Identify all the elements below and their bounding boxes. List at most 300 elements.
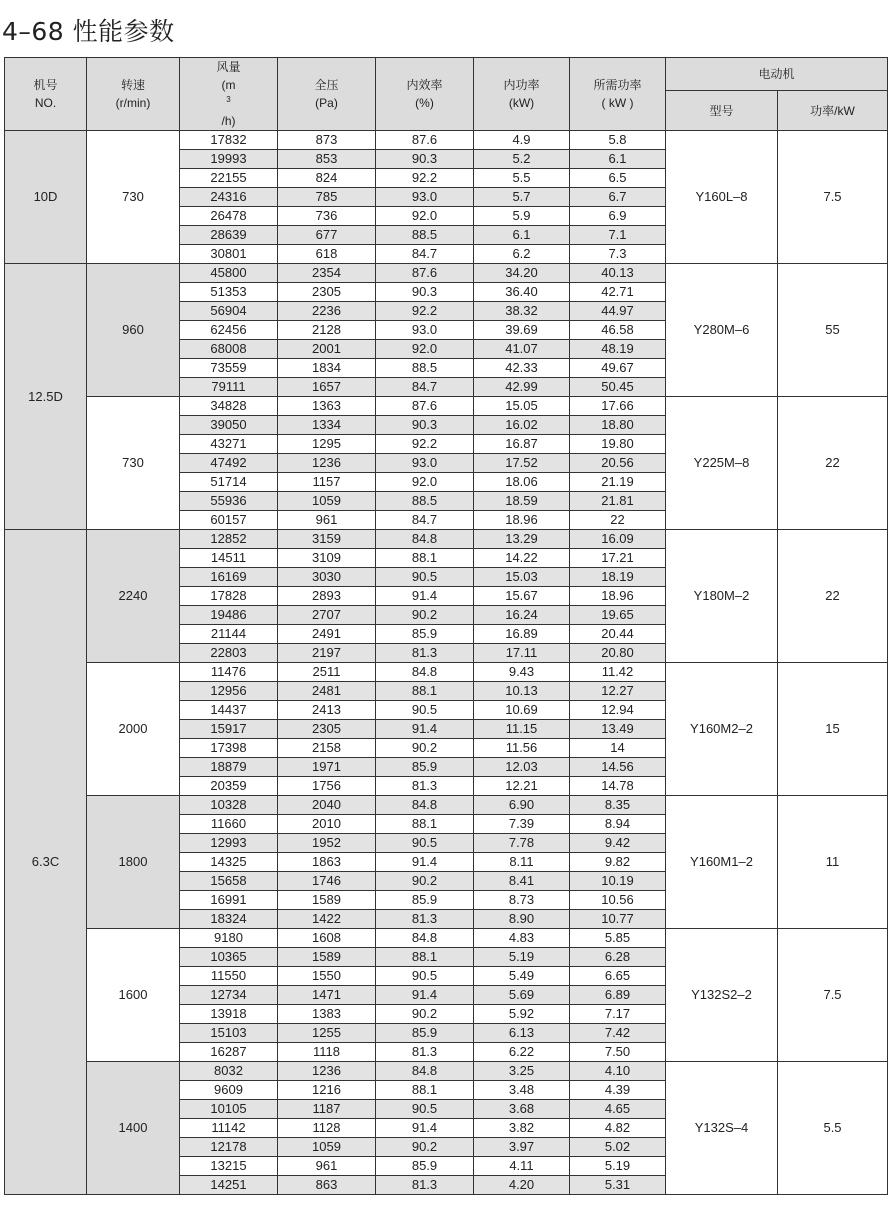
inner-power-cell: 18.06 — [474, 473, 570, 492]
pressure-cell: 1550 — [278, 967, 376, 986]
inner-power-cell: 41.07 — [474, 340, 570, 359]
flow-cell: 18879 — [180, 758, 278, 777]
inner-power-cell: 10.13 — [474, 682, 570, 701]
motor-power-cell: 11 — [778, 796, 888, 929]
inner-power-cell: 17.11 — [474, 644, 570, 663]
speed-cell: 2000 — [87, 663, 180, 796]
inner-power-cell: 8.90 — [474, 910, 570, 929]
pressure-cell: 1952 — [278, 834, 376, 853]
required-power-cell: 11.42 — [570, 663, 666, 682]
efficiency-cell: 81.3 — [376, 1176, 474, 1195]
flow-cell: 12734 — [180, 986, 278, 1005]
pressure-cell: 1295 — [278, 435, 376, 454]
motor-model-cell: Y160M2–2 — [666, 663, 778, 796]
flow-cell: 19486 — [180, 606, 278, 625]
inner-power-cell: 10.69 — [474, 701, 570, 720]
efficiency-cell: 91.4 — [376, 853, 474, 872]
machine-no-cell: 12.5D — [5, 264, 87, 530]
pressure-cell: 3159 — [278, 530, 376, 549]
flow-cell: 19993 — [180, 150, 278, 169]
pressure-cell: 2197 — [278, 644, 376, 663]
efficiency-cell: 85.9 — [376, 891, 474, 910]
efficiency-cell: 88.5 — [376, 359, 474, 378]
inner-power-cell: 3.82 — [474, 1119, 570, 1138]
pressure-cell: 1363 — [278, 397, 376, 416]
efficiency-cell: 88.1 — [376, 948, 474, 967]
pressure-cell: 618 — [278, 245, 376, 264]
pressure-cell: 1255 — [278, 1024, 376, 1043]
flow-cell: 26478 — [180, 207, 278, 226]
required-power-cell: 17.21 — [570, 549, 666, 568]
efficiency-cell: 88.1 — [376, 682, 474, 701]
inner-power-cell: 5.2 — [474, 150, 570, 169]
efficiency-cell: 90.5 — [376, 834, 474, 853]
inner-power-cell: 5.5 — [474, 169, 570, 188]
flow-cell: 73559 — [180, 359, 278, 378]
pressure-cell: 1334 — [278, 416, 376, 435]
motor-power-cell: 22 — [778, 530, 888, 663]
inner-power-cell: 42.33 — [474, 359, 570, 378]
inner-power-cell: 7.78 — [474, 834, 570, 853]
efficiency-cell: 87.6 — [376, 264, 474, 283]
required-power-cell: 18.19 — [570, 568, 666, 587]
required-power-cell: 6.28 — [570, 948, 666, 967]
pressure-cell: 961 — [278, 511, 376, 530]
pressure-cell: 1863 — [278, 853, 376, 872]
machine-no-cell: 6.3C — [5, 530, 87, 1195]
flow-cell: 45800 — [180, 264, 278, 283]
table-row — [5, 131, 888, 150]
motor-model-cell: Y225M–8 — [666, 397, 778, 530]
required-power-cell: 9.82 — [570, 853, 666, 872]
pressure-cell: 2236 — [278, 302, 376, 321]
table-row — [5, 1062, 888, 1081]
flow-cell: 11660 — [180, 815, 278, 834]
required-power-cell: 14 — [570, 739, 666, 758]
motor-power-cell: 7.5 — [778, 929, 888, 1062]
required-power-cell: 7.50 — [570, 1043, 666, 1062]
flow-cell: 60157 — [180, 511, 278, 530]
flow-cell: 16287 — [180, 1043, 278, 1062]
required-power-cell: 40.13 — [570, 264, 666, 283]
pressure-cell: 2511 — [278, 663, 376, 682]
flow-cell: 13918 — [180, 1005, 278, 1024]
inner-power-cell: 15.03 — [474, 568, 570, 587]
inner-power-cell: 39.69 — [474, 321, 570, 340]
pressure-cell: 2305 — [278, 720, 376, 739]
header-efficiency: 内效率 (%) — [376, 58, 474, 131]
flow-cell: 14325 — [180, 853, 278, 872]
inner-power-cell: 11.15 — [474, 720, 570, 739]
efficiency-cell: 88.5 — [376, 226, 474, 245]
efficiency-cell: 92.2 — [376, 435, 474, 454]
required-power-cell: 6.89 — [570, 986, 666, 1005]
flow-cell: 12993 — [180, 834, 278, 853]
inner-power-cell: 14.22 — [474, 549, 570, 568]
pressure-cell: 2893 — [278, 587, 376, 606]
required-power-cell: 18.80 — [570, 416, 666, 435]
inner-power-cell: 36.40 — [474, 283, 570, 302]
inner-power-cell: 8.11 — [474, 853, 570, 872]
inner-power-cell: 15.67 — [474, 587, 570, 606]
required-power-cell: 5.31 — [570, 1176, 666, 1195]
pressure-cell: 2481 — [278, 682, 376, 701]
efficiency-cell: 81.3 — [376, 644, 474, 663]
efficiency-cell: 92.0 — [376, 473, 474, 492]
required-power-cell: 19.80 — [570, 435, 666, 454]
inner-power-cell: 18.59 — [474, 492, 570, 511]
inner-power-cell: 5.92 — [474, 1005, 570, 1024]
flow-cell: 11476 — [180, 663, 278, 682]
pressure-cell: 1118 — [278, 1043, 376, 1062]
efficiency-cell: 84.7 — [376, 378, 474, 397]
speed-cell: 960 — [87, 264, 180, 397]
pressure-cell: 785 — [278, 188, 376, 207]
required-power-cell: 6.1 — [570, 150, 666, 169]
pressure-cell: 853 — [278, 150, 376, 169]
flow-cell: 13215 — [180, 1157, 278, 1176]
efficiency-cell: 93.0 — [376, 454, 474, 473]
motor-power-cell: 5.5 — [778, 1062, 888, 1195]
pressure-cell: 2040 — [278, 796, 376, 815]
inner-power-cell: 8.73 — [474, 891, 570, 910]
pressure-cell: 1059 — [278, 1138, 376, 1157]
efficiency-cell: 92.0 — [376, 340, 474, 359]
required-power-cell: 6.9 — [570, 207, 666, 226]
required-power-cell: 44.97 — [570, 302, 666, 321]
required-power-cell: 10.56 — [570, 891, 666, 910]
pressure-cell: 1971 — [278, 758, 376, 777]
required-power-cell: 5.19 — [570, 1157, 666, 1176]
efficiency-cell: 81.3 — [376, 910, 474, 929]
flow-cell: 17398 — [180, 739, 278, 758]
speed-cell: 1600 — [87, 929, 180, 1062]
flow-cell: 14511 — [180, 549, 278, 568]
pressure-cell: 1187 — [278, 1100, 376, 1119]
flow-cell: 34828 — [180, 397, 278, 416]
flow-cell: 62456 — [180, 321, 278, 340]
header-speed: 转速 (r/min) — [87, 58, 180, 131]
flow-cell: 10105 — [180, 1100, 278, 1119]
flow-cell: 21144 — [180, 625, 278, 644]
pressure-cell: 1383 — [278, 1005, 376, 1024]
pressure-cell: 1746 — [278, 872, 376, 891]
efficiency-cell: 90.2 — [376, 1138, 474, 1157]
required-power-cell: 14.78 — [570, 777, 666, 796]
motor-power-cell: 15 — [778, 663, 888, 796]
inner-power-cell: 17.52 — [474, 454, 570, 473]
flow-cell: 47492 — [180, 454, 278, 473]
efficiency-cell: 85.9 — [376, 758, 474, 777]
required-power-cell: 12.94 — [570, 701, 666, 720]
flow-cell: 24316 — [180, 188, 278, 207]
required-power-cell: 7.1 — [570, 226, 666, 245]
speed-cell: 1800 — [87, 796, 180, 929]
flow-cell: 12956 — [180, 682, 278, 701]
flow-cell: 43271 — [180, 435, 278, 454]
flow-cell: 14251 — [180, 1176, 278, 1195]
inner-power-cell: 16.02 — [474, 416, 570, 435]
pressure-cell: 1589 — [278, 891, 376, 910]
required-power-cell: 9.42 — [570, 834, 666, 853]
pressure-cell: 736 — [278, 207, 376, 226]
flow-cell: 28639 — [180, 226, 278, 245]
flow-cell: 51714 — [180, 473, 278, 492]
flow-cell: 15103 — [180, 1024, 278, 1043]
efficiency-cell: 91.4 — [376, 1119, 474, 1138]
pressure-cell: 1236 — [278, 1062, 376, 1081]
pressure-cell: 1422 — [278, 910, 376, 929]
efficiency-cell: 90.2 — [376, 739, 474, 758]
required-power-cell: 7.42 — [570, 1024, 666, 1043]
pressure-cell: 2010 — [278, 815, 376, 834]
inner-power-cell: 5.69 — [474, 986, 570, 1005]
speed-cell: 730 — [87, 397, 180, 530]
required-power-cell: 4.82 — [570, 1119, 666, 1138]
pressure-cell: 873 — [278, 131, 376, 150]
efficiency-cell: 90.3 — [376, 416, 474, 435]
inner-power-cell: 12.03 — [474, 758, 570, 777]
flow-cell: 10365 — [180, 948, 278, 967]
flow-cell: 16991 — [180, 891, 278, 910]
efficiency-cell: 88.1 — [376, 1081, 474, 1100]
inner-power-cell: 11.56 — [474, 739, 570, 758]
header-machine-no: 机号 NO. — [5, 58, 87, 131]
efficiency-cell: 93.0 — [376, 188, 474, 207]
flow-cell: 11550 — [180, 967, 278, 986]
inner-power-cell: 6.22 — [474, 1043, 570, 1062]
inner-power-cell: 4.20 — [474, 1176, 570, 1195]
required-power-cell: 7.17 — [570, 1005, 666, 1024]
required-power-cell: 10.77 — [570, 910, 666, 929]
pressure-cell: 3109 — [278, 549, 376, 568]
inner-power-cell: 3.48 — [474, 1081, 570, 1100]
motor-model-cell: Y160L–8 — [666, 131, 778, 264]
efficiency-cell: 84.7 — [376, 245, 474, 264]
required-power-cell: 8.35 — [570, 796, 666, 815]
required-power-cell: 20.80 — [570, 644, 666, 663]
efficiency-cell: 92.2 — [376, 169, 474, 188]
header-motor: 电动机 — [666, 58, 888, 91]
efficiency-cell: 87.6 — [376, 397, 474, 416]
efficiency-cell: 93.0 — [376, 321, 474, 340]
efficiency-cell: 85.9 — [376, 1024, 474, 1043]
pressure-cell: 2491 — [278, 625, 376, 644]
efficiency-cell: 92.0 — [376, 207, 474, 226]
required-power-cell: 10.19 — [570, 872, 666, 891]
flow-cell: 10328 — [180, 796, 278, 815]
required-power-cell: 5.8 — [570, 131, 666, 150]
flow-cell: 22803 — [180, 644, 278, 663]
header-pressure: 全压 (Pa) — [278, 58, 376, 131]
efficiency-cell: 90.5 — [376, 1100, 474, 1119]
efficiency-cell: 84.8 — [376, 796, 474, 815]
inner-power-cell: 8.41 — [474, 872, 570, 891]
pressure-cell: 1471 — [278, 986, 376, 1005]
required-power-cell: 19.65 — [570, 606, 666, 625]
efficiency-cell: 90.5 — [376, 568, 474, 587]
required-power-cell: 20.44 — [570, 625, 666, 644]
efficiency-cell: 90.3 — [376, 150, 474, 169]
inner-power-cell: 13.29 — [474, 530, 570, 549]
efficiency-cell: 85.9 — [376, 1157, 474, 1176]
inner-power-cell: 5.19 — [474, 948, 570, 967]
required-power-cell: 18.96 — [570, 587, 666, 606]
efficiency-cell: 90.5 — [376, 967, 474, 986]
motor-power-cell: 7.5 — [778, 131, 888, 264]
required-power-cell: 14.56 — [570, 758, 666, 777]
efficiency-cell: 91.4 — [376, 986, 474, 1005]
required-power-cell: 49.67 — [570, 359, 666, 378]
required-power-cell: 7.3 — [570, 245, 666, 264]
pressure-cell: 2001 — [278, 340, 376, 359]
table-row — [5, 663, 888, 682]
efficiency-cell: 88.1 — [376, 549, 474, 568]
pressure-cell: 2413 — [278, 701, 376, 720]
efficiency-cell: 84.8 — [376, 929, 474, 948]
efficiency-cell: 84.7 — [376, 511, 474, 530]
required-power-cell: 22 — [570, 511, 666, 530]
pressure-cell: 961 — [278, 1157, 376, 1176]
flow-cell: 9180 — [180, 929, 278, 948]
pressure-cell: 1216 — [278, 1081, 376, 1100]
inner-power-cell: 42.99 — [474, 378, 570, 397]
inner-power-cell: 3.25 — [474, 1062, 570, 1081]
efficiency-cell: 84.8 — [376, 663, 474, 682]
pressure-cell: 824 — [278, 169, 376, 188]
flow-cell: 20359 — [180, 777, 278, 796]
flow-cell: 22155 — [180, 169, 278, 188]
machine-no-cell: 10D — [5, 131, 87, 264]
efficiency-cell: 88.5 — [376, 492, 474, 511]
flow-cell: 11142 — [180, 1119, 278, 1138]
efficiency-cell: 90.5 — [376, 701, 474, 720]
required-power-cell: 50.45 — [570, 378, 666, 397]
required-power-cell: 4.39 — [570, 1081, 666, 1100]
table-body — [5, 131, 888, 1195]
inner-power-cell: 5.7 — [474, 188, 570, 207]
pressure-cell: 677 — [278, 226, 376, 245]
required-power-cell: 12.27 — [570, 682, 666, 701]
pressure-cell: 1589 — [278, 948, 376, 967]
flow-cell: 18324 — [180, 910, 278, 929]
flow-cell: 15658 — [180, 872, 278, 891]
inner-power-cell: 9.43 — [474, 663, 570, 682]
inner-power-cell: 6.13 — [474, 1024, 570, 1043]
pressure-cell: 2128 — [278, 321, 376, 340]
inner-power-cell: 34.20 — [474, 264, 570, 283]
flow-cell: 17832 — [180, 131, 278, 150]
flow-cell: 14437 — [180, 701, 278, 720]
required-power-cell: 4.10 — [570, 1062, 666, 1081]
efficiency-cell: 84.8 — [376, 530, 474, 549]
pressure-cell: 1128 — [278, 1119, 376, 1138]
pressure-cell: 1608 — [278, 929, 376, 948]
motor-model-cell: Y132S–4 — [666, 1062, 778, 1195]
motor-power-cell: 22 — [778, 397, 888, 530]
efficiency-cell: 85.9 — [376, 625, 474, 644]
flow-cell: 30801 — [180, 245, 278, 264]
pressure-cell: 1157 — [278, 473, 376, 492]
pressure-cell: 2354 — [278, 264, 376, 283]
flow-cell: 9609 — [180, 1081, 278, 1100]
pressure-cell: 1059 — [278, 492, 376, 511]
inner-power-cell: 3.97 — [474, 1138, 570, 1157]
inner-power-cell: 16.87 — [474, 435, 570, 454]
flow-cell: 68008 — [180, 340, 278, 359]
flow-cell: 39050 — [180, 416, 278, 435]
inner-power-cell: 6.2 — [474, 245, 570, 264]
inner-power-cell: 6.90 — [474, 796, 570, 815]
efficiency-cell: 90.3 — [376, 283, 474, 302]
speed-cell: 730 — [87, 131, 180, 264]
page-title: 4–68 性能参数 — [2, 17, 175, 46]
pressure-cell: 3030 — [278, 568, 376, 587]
flow-cell: 51353 — [180, 283, 278, 302]
header-motor-power: 功率/kW — [778, 91, 888, 131]
motor-model-cell: Y280M–6 — [666, 264, 778, 397]
flow-cell: 12852 — [180, 530, 278, 549]
speed-cell: 2240 — [87, 530, 180, 663]
pressure-cell: 863 — [278, 1176, 376, 1195]
pressure-cell: 2707 — [278, 606, 376, 625]
efficiency-cell: 90.2 — [376, 606, 474, 625]
inner-power-cell: 6.1 — [474, 226, 570, 245]
required-power-cell: 20.56 — [570, 454, 666, 473]
table-row — [5, 796, 888, 815]
header-required-power: 所需功率 ( kW ) — [570, 58, 666, 131]
motor-model-cell: Y132S2–2 — [666, 929, 778, 1062]
required-power-cell: 6.7 — [570, 188, 666, 207]
flow-cell: 56904 — [180, 302, 278, 321]
efficiency-cell: 91.4 — [376, 587, 474, 606]
required-power-cell: 5.85 — [570, 929, 666, 948]
required-power-cell: 8.94 — [570, 815, 666, 834]
flow-cell: 12178 — [180, 1138, 278, 1157]
inner-power-cell: 15.05 — [474, 397, 570, 416]
flow-cell: 15917 — [180, 720, 278, 739]
flow-cell: 17828 — [180, 587, 278, 606]
table-row — [5, 264, 888, 283]
efficiency-cell: 84.8 — [376, 1062, 474, 1081]
inner-power-cell: 38.32 — [474, 302, 570, 321]
flow-cell: 8032 — [180, 1062, 278, 1081]
efficiency-cell: 92.2 — [376, 302, 474, 321]
efficiency-cell: 81.3 — [376, 777, 474, 796]
flow-cell: 55936 — [180, 492, 278, 511]
inner-power-cell: 16.24 — [474, 606, 570, 625]
pressure-cell: 2158 — [278, 739, 376, 758]
inner-power-cell: 4.83 — [474, 929, 570, 948]
required-power-cell: 17.66 — [570, 397, 666, 416]
required-power-cell: 21.19 — [570, 473, 666, 492]
flow-cell: 16169 — [180, 568, 278, 587]
inner-power-cell: 3.68 — [474, 1100, 570, 1119]
pressure-cell: 1657 — [278, 378, 376, 397]
header-flow: 风量 (m $^3$ /h) — [180, 58, 278, 131]
table-row — [5, 929, 888, 948]
inner-power-cell: 7.39 — [474, 815, 570, 834]
pressure-cell: 1834 — [278, 359, 376, 378]
motor-power-cell: 55 — [778, 264, 888, 397]
required-power-cell: 16.09 — [570, 530, 666, 549]
motor-model-cell: Y160M1–2 — [666, 796, 778, 929]
header-inner-power: 内功率 (kW) — [474, 58, 570, 131]
pressure-cell: 2305 — [278, 283, 376, 302]
required-power-cell: 6.5 — [570, 169, 666, 188]
required-power-cell: 42.71 — [570, 283, 666, 302]
required-power-cell: 46.58 — [570, 321, 666, 340]
